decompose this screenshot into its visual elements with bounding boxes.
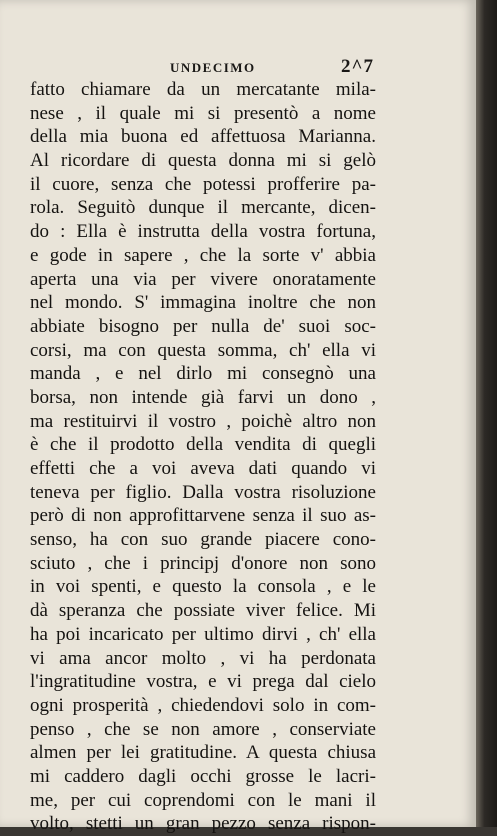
text-line: manda , e nel dirlo mi consegnò una bbox=[30, 363, 376, 385]
text-line: nel mondo. S' immagina inoltre che non bbox=[30, 292, 376, 314]
text-line: ma restituirvi il vostro , poichè altro non bbox=[30, 410, 376, 432]
running-head: UNDECIMO bbox=[170, 60, 256, 75]
text-line: della mia buona ed affettuosa Marianna. bbox=[30, 126, 376, 148]
text-line: abbiate bisogno per nulla de' suoi soc- bbox=[30, 315, 376, 337]
text-line: corsi, ma con questa somma, ch' ella vi bbox=[30, 339, 376, 361]
text-line: almen per lei gratitudine. A questa chiusa bbox=[30, 742, 376, 764]
text-line: in voi spenti, e questo la consola , e le bbox=[30, 576, 376, 598]
page-header bbox=[0, 58, 476, 78]
text-line: ogni prosperità , chiedendovi solo in com- bbox=[30, 694, 376, 716]
book-binding-edge bbox=[476, 0, 497, 827]
text-line: ha poi incaricato per ultimo dirvi , ch' ella bbox=[30, 623, 376, 645]
text-line: nese , il quale mi si presentò a nome bbox=[30, 102, 376, 124]
text-line: teneva per figlio. Dalla vostra risoluzione bbox=[30, 481, 376, 503]
text-line: mi caddero dagli occhi grosse le lacri- bbox=[30, 765, 376, 787]
text-line: senso, ha con suo grande piacere cono- bbox=[30, 529, 376, 551]
text-line: dà speranza che possiate viver felice. Mi bbox=[30, 600, 376, 622]
text-line: però di non approfittarvene senza il suo as- bbox=[30, 505, 376, 527]
text-line: è che il prodotto della vendita di quegli bbox=[30, 434, 376, 456]
text-line: vi ama ancor molto , vi ha perdonata bbox=[30, 647, 376, 669]
text-line: fatto chiamare da un mercatante mila- bbox=[30, 79, 376, 100]
text-line: rola. Seguitò dunque il mercante, dicen- bbox=[30, 197, 376, 219]
text-line: Al ricordare di questa donna mi si gelò bbox=[30, 150, 376, 172]
text-line: borsa, non intende già farvi un dono , bbox=[30, 386, 376, 408]
text-line: volto, stetti un gran pezzo senza rispon- bbox=[30, 813, 376, 835]
text-line: e gode in sapere , che la sorte v' abbia bbox=[30, 244, 376, 266]
text-line: effetti che a voi aveva dati quando vi bbox=[30, 458, 376, 479]
page-number: 2^7 bbox=[341, 56, 375, 77]
text-line: sciuto , che i principj d'onore non sono bbox=[30, 552, 376, 574]
text-line: aperta una via per vivere onoratamente bbox=[30, 268, 376, 290]
text-line: me, per cui coprendomi con le mani il bbox=[30, 789, 376, 811]
text-line: l'ingratitudine vostra, e vi prega dal cielo bbox=[30, 671, 376, 693]
text-line: il cuore, senza che potessi profferire pa- bbox=[30, 173, 376, 195]
body-text bbox=[30, 78, 376, 836]
text-line: penso , che se non amore , conserviate bbox=[30, 718, 376, 740]
text-line: do : Ella è instrutta della vostra fortuna, bbox=[30, 221, 376, 243]
